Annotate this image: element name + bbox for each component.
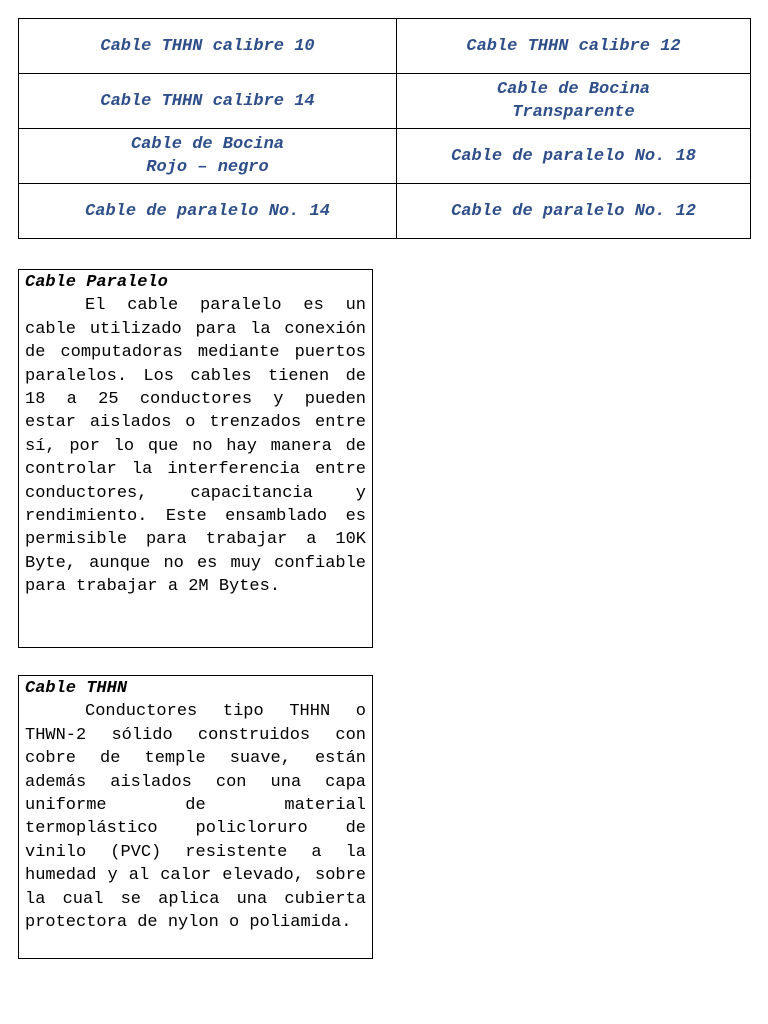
cable-paralelo-textbox — [18, 269, 373, 648]
table-cell: Cable de Bocina Transparente — [397, 74, 751, 129]
table-row — [19, 74, 751, 129]
table-cell: Cable THHN calibre 10 — [19, 19, 397, 74]
textbox-body: Conductores tipo THHN o THWN-2 sólido construidos con cobre de temple suave, están además aislados con una capa uniforme de material termoplástico policloruro de vinilo (PVC) resistente a la humedad y al calor elevado, sobre la cual se aplica una cubierta protectora de nylon o poliamida. — [25, 702, 366, 933]
table-cell: Cable THHN calibre 14 — [19, 74, 397, 129]
table-cell: Cable de paralelo No. 18 — [397, 129, 751, 184]
textbox-body: El cable paralelo es un cable utilizado para la conexión de computadoras mediante puertos paralelos. Los cables tienen de 18 a 25 conductores y pueden estar aislados o trenzados entre sí, por lo que no hay manera de controlar la interferencia entre conductores, capacitancia y rendimiento. Este ensamblado es permisible para trabajar a 10K Byte, aunque no es muy confiable para trabajar a 2M Bytes. — [25, 296, 366, 597]
table-cell: Cable THHN calibre 12 — [397, 19, 751, 74]
textbox-title: Cable THHN — [25, 679, 128, 698]
cable-label-table — [18, 18, 751, 239]
textbox-title: Cable Paralelo — [25, 273, 168, 292]
table-row — [19, 184, 751, 239]
table-cell: Cable de Bocina Rojo – negro — [19, 129, 397, 184]
table-cell: Cable de paralelo No. 14 — [19, 184, 397, 239]
cable-thhn-textbox — [18, 675, 373, 959]
table-cell: Cable de paralelo No. 12 — [397, 184, 751, 239]
table-row — [19, 129, 751, 184]
table-row — [19, 19, 751, 74]
